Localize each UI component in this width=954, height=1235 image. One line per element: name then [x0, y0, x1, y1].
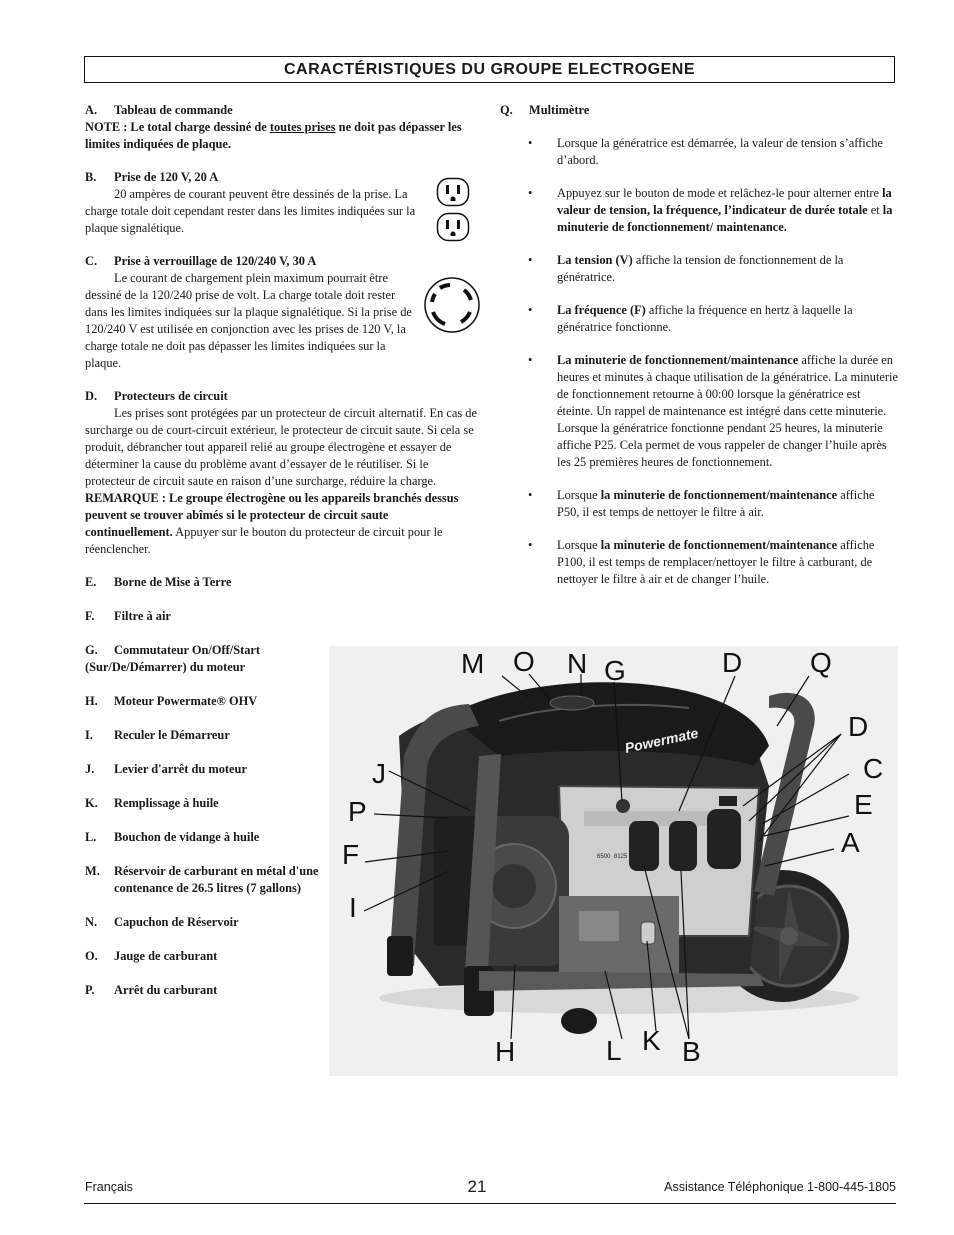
item-q-label: Q. — [500, 103, 513, 117]
bullet-text — [557, 302, 898, 336]
callout-e: E — [854, 789, 873, 820]
item-text: Levier d'arrêt du moteur — [114, 762, 247, 776]
item-q-title: Multimètre — [529, 103, 590, 117]
text-run: et — [867, 203, 883, 217]
item-d-body2: Appuyer sur le bouton du protecteur de circuit pour le réenclencher. — [85, 525, 443, 556]
item-f — [85, 608, 477, 625]
callout-q: Q — [810, 647, 832, 678]
item-g — [85, 642, 305, 676]
right-column — [500, 102, 898, 588]
bullet-item — [528, 185, 898, 236]
bullet-item — [528, 352, 898, 471]
callout-c: C — [863, 753, 884, 784]
bullet-text — [557, 252, 898, 286]
generator-photo — [329, 646, 898, 1076]
bullet-dot: • — [528, 538, 533, 552]
item-text: Bouchon de vidange à huile — [114, 830, 260, 844]
item-label: N. — [85, 915, 98, 929]
item-label: J. — [85, 762, 95, 776]
note-pre: NOTE : Le total charge dessiné de — [85, 120, 270, 134]
item-c-body — [85, 270, 477, 372]
item-label: K. — [85, 796, 98, 810]
bullet-dot: • — [528, 303, 533, 317]
callout-l: L — [606, 1035, 622, 1066]
text-run: affiche la fréquence en hertz à laquelle la génératrice fonctionne. — [557, 303, 853, 334]
bullet-dot: • — [528, 488, 533, 502]
bullet-item — [528, 252, 898, 286]
callout-h: H — [495, 1036, 516, 1067]
text-run-bold: la minuterie de fonctionnement/ maintenance. — [557, 203, 893, 234]
text-run-bold: la minuterie de fonctionnement/maintenance — [600, 488, 838, 502]
text-run-bold: la valeur de tension, la fréquence, l’indicateur de durée totale — [557, 186, 892, 217]
callout-f: F — [342, 839, 360, 870]
item-a-label: A. — [85, 103, 98, 117]
item-c — [85, 253, 477, 372]
item-label: H. — [85, 694, 98, 708]
item-q — [500, 102, 898, 119]
section-title-box — [84, 56, 895, 83]
callout-i: I — [349, 892, 357, 923]
item-b-label: B. — [85, 170, 97, 184]
text-run-bold: La minuterie de fonctionnement/maintenance — [557, 353, 799, 367]
item-c-label: C. — [85, 254, 98, 268]
bullet-text — [557, 487, 898, 521]
item-label: M. — [85, 864, 100, 878]
bullet-dot: • — [528, 136, 533, 150]
page-title: CARACTÉRISTIQUES DU GROUPE ELECTROGENE — [283, 60, 696, 78]
item-d-remark: REMARQUE : Le groupe électrogène ou les appareils branchés dessus peuvent se trouver abîmés si le protecteur de circuit saute continuellement. — [85, 491, 459, 539]
note-underlined: toutes prises — [269, 120, 336, 134]
item-b-body: 20 ampères de courant peuvent être dessinés de la prise. La charge totale doit cependant rester dans les limites indiquées sur la plaque signalétique. — [85, 187, 416, 235]
item-label: I. — [85, 728, 93, 742]
text-run: affiche P50, il est temps de nettoyer le filtre à air. — [557, 488, 875, 519]
callout-k: K — [642, 1025, 661, 1056]
callout-g: G — [604, 655, 626, 686]
callout-p: P — [348, 796, 367, 827]
text-run: Lorsque — [557, 488, 601, 502]
callout-a: A — [841, 827, 860, 858]
item-text: Filtre à air — [114, 609, 171, 623]
item-text: Capuchon de Réservoir — [114, 915, 239, 929]
item-e — [85, 574, 477, 591]
text-run: affiche la tension de fonctionnement de la génératrice. — [557, 253, 844, 284]
item-text: Reculer le Démarreur — [114, 728, 230, 742]
item-text: Jauge de carburant — [114, 949, 218, 963]
item-d-body1: Les prises sont protégées par un protecteur de circuit alternatif. En cas de surcharge ou de court-circuit extérieur, le protecteur de circuit saute. Si cela se produit, débrancher tout appareil relié au groupe électrogène et essayer de déterminer la cause du problème avant d’essayer de le réutiliser. Si le protecteur de circuit saute en raison d’une surcharge, réduire la charge. — [85, 406, 477, 488]
bullet-item — [528, 135, 898, 169]
callout-o: O — [513, 646, 535, 677]
item-d — [85, 388, 477, 558]
bullet-text — [557, 537, 898, 588]
item-text: Borne de Mise à Terre — [114, 575, 232, 589]
text-run: affiche P100, il est temps de remplacer/nettoyer le filtre à carburant, de nettoyer le filtre à air et de changer l’huile. — [557, 538, 875, 586]
item-d-title: Protecteurs de circuit — [114, 389, 228, 403]
text-run: Lorsque — [557, 538, 601, 552]
brand-logo: Powermate — [623, 724, 700, 756]
footer-phone: Assistance Téléphonique 1-800-445-1805 — [664, 1180, 896, 1194]
item-text: Réservoir de carburant en métal d'une contenance de 26.5 litres (7 gallons) — [114, 864, 319, 895]
footer-language: Français — [85, 1180, 133, 1194]
item-c-title: Prise à verrouillage de 120/240 V, 30 A — [114, 254, 317, 268]
item-text: Commutateur On/Off/Start (Sur/De/Démarrer) du moteur — [85, 643, 261, 674]
bullet-text — [557, 352, 898, 471]
note-post: ne doit pas dépasser les limites indiquées de plaque. — [85, 120, 462, 151]
item-label: P. — [85, 983, 95, 997]
page-number: 21 — [467, 1177, 487, 1196]
text-run: Appuyez sur le bouton de mode et relâchez-le pour alterner entre — [557, 186, 883, 200]
item-text: Arrêt du carburant — [114, 983, 218, 997]
bullet-item — [528, 302, 898, 336]
bullet-dot: • — [528, 186, 533, 200]
bullet-text — [557, 185, 898, 236]
twist-lock-outlet-icon — [423, 276, 481, 334]
callout-m: M — [461, 648, 485, 679]
callout-d-right: D — [848, 711, 869, 742]
item-a — [85, 102, 477, 153]
outlet-120v-icon — [436, 177, 470, 207]
item-text: Moteur Powermate® OHV — [114, 694, 258, 708]
item-a-note — [85, 119, 477, 153]
item-text: Remplissage à huile — [114, 796, 219, 810]
outlet-120v-icon — [436, 212, 470, 242]
panel-rating-left: 6500 — [597, 854, 611, 860]
callout-b: B — [682, 1036, 701, 1067]
item-b — [85, 169, 430, 237]
item-d-body — [85, 405, 477, 558]
item-label: E. — [85, 575, 97, 589]
bullet-dot: • — [528, 353, 533, 367]
item-label: G. — [85, 643, 98, 657]
item-c-body-text: Le courant de chargement plein maximum pourrait être dessiné de la 120/240 prise de volt. La charge totale doit rester dans les limites indiquées sur la plaque signalétique. Si la prise de 120/240 V est utilisée en conjonction avec les prises de 120 V, la charge totale ne doit pas dépasser les limites indiquées sur la plaque. — [85, 271, 412, 370]
callout-n: N — [567, 648, 588, 679]
item-label: F. — [85, 609, 95, 623]
callout-d-top: D — [722, 647, 743, 678]
generator-illustration — [329, 646, 898, 1076]
bullet-dot: • — [528, 253, 533, 267]
text-run-bold: La tension (V) — [557, 253, 633, 267]
item-a-title: Tableau de commande — [114, 103, 233, 117]
item-m — [85, 863, 325, 897]
item-label: O. — [85, 949, 98, 963]
item-b-title: Prise de 120 V, 20 A — [114, 170, 219, 184]
text-run: affiche la durée en heures et minutes à chaque utilisation de la génératrice. La minuterie de fonctionnement retourne à 00:00 lorsque la génératrice est éteinte. Un rappel de maintenance est intégré dans cette minuterie. Lorsque la génératrice fonctionne pendant 25 heures, la minuterie affiche P25. Cela permet de vous rappeler de changer l’huile après les 25 premières heures de fonctionnement. — [557, 353, 898, 469]
footer-divider — [84, 1203, 896, 1204]
panel-rating-right: 8125 — [614, 854, 628, 860]
bullet-text: Lorsque la génératrice est démarrée, la valeur de tension s’affiche d’abord. — [557, 136, 883, 167]
item-label: L. — [85, 830, 97, 844]
callout-j: J — [372, 758, 386, 789]
bullet-item — [528, 487, 898, 521]
bullet-item — [528, 537, 898, 588]
text-run-bold: La fréquence (F) — [557, 303, 646, 317]
item-d-label: D. — [85, 389, 98, 403]
text-run-bold: la minuterie de fonctionnement/maintenance — [600, 538, 838, 552]
